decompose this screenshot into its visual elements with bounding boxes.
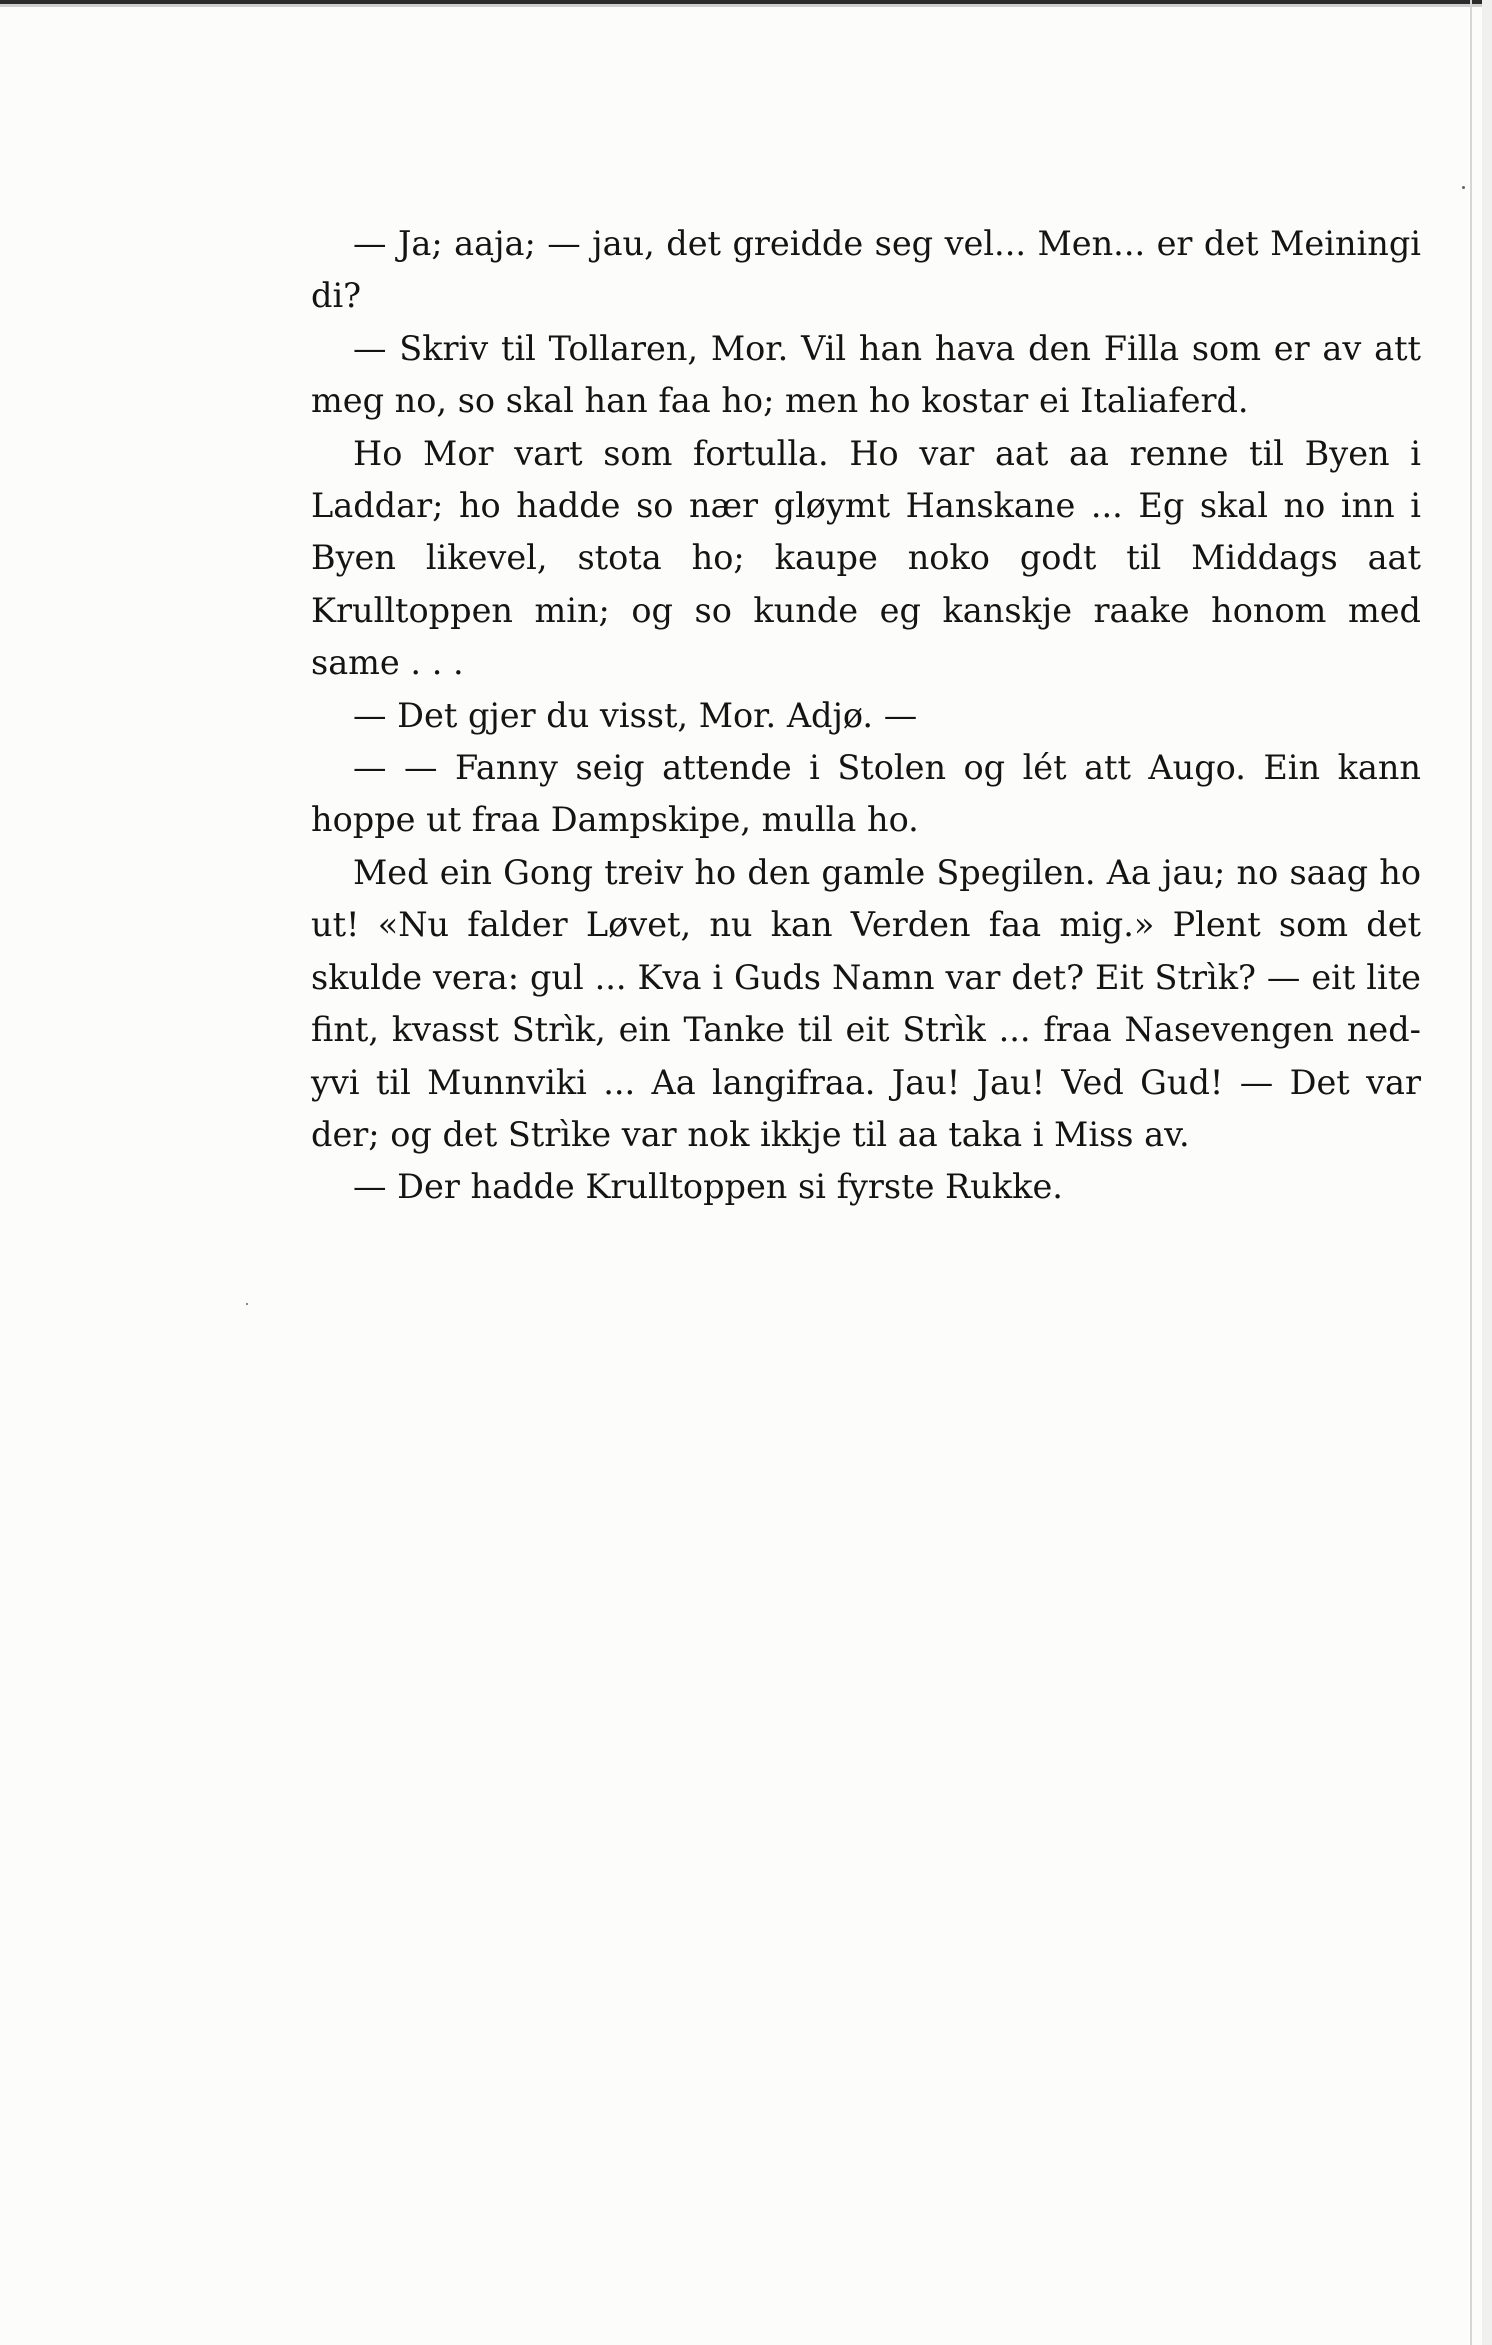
paragraph: — Det gjer du visst, Mor. Adjø. — — [353, 695, 918, 735]
page-right-edge — [1470, 0, 1472, 2345]
paragraph: — Der hadde Krulltoppen si fyrste Rukke. — [353, 1167, 1063, 1207]
page-top-edge-shadow — [0, 4, 1492, 7]
paper-speck — [1462, 186, 1465, 189]
page-right-margin — [1482, 0, 1492, 2345]
paragraph: — Skriv til Tollaren, Mor. Vil han hava den Filla som er av att meg no, so skal han faa ho; men ho kostar ei Italiaferd. — [311, 328, 1421, 421]
paragraph: Ho Mor vart som fortulla. Ho var aat aa renne til Byen i Laddar; ho hadde so nær gløymt Hanskane ... Eg skal no inn i Byen likevel, stota ho; kaupe noko godt til Middags aat Krulltoppen min; og so kunde eg kanskje raake honom med same . . . — [311, 433, 1421, 683]
paragraph: — Ja; aaja; — jau, det greidde seg vel... Men... er det Meiningi di? — [311, 224, 1421, 316]
paper-speck — [246, 1303, 248, 1305]
paragraph: Med ein Gong treiv ho den gamle Spegilen. Aa jau; no saag ho ut! «Nu falder Løvet, nu kan Verden faa mig.» Plent som det skulde vera: gul ... Kva i Guds Namn var det? Eit Strìk? — eit lite fint, kvasst Strìk, ein Tanke til eit Strìk ... fraa Nasevengen ned-yvi til Munnviki ... Aa langifraa. Jau! Jau! Ved Gud! — Det var der; og det Strìke var nok ikkje til aa taka i Miss av. — [311, 852, 1421, 1154]
body-text — [311, 218, 1421, 1214]
paragraph: — — Fanny seig attende i Stolen og lét att Augo. Ein kann hoppe ut fraa Dampskipe, mulla ho. — [311, 748, 1421, 840]
